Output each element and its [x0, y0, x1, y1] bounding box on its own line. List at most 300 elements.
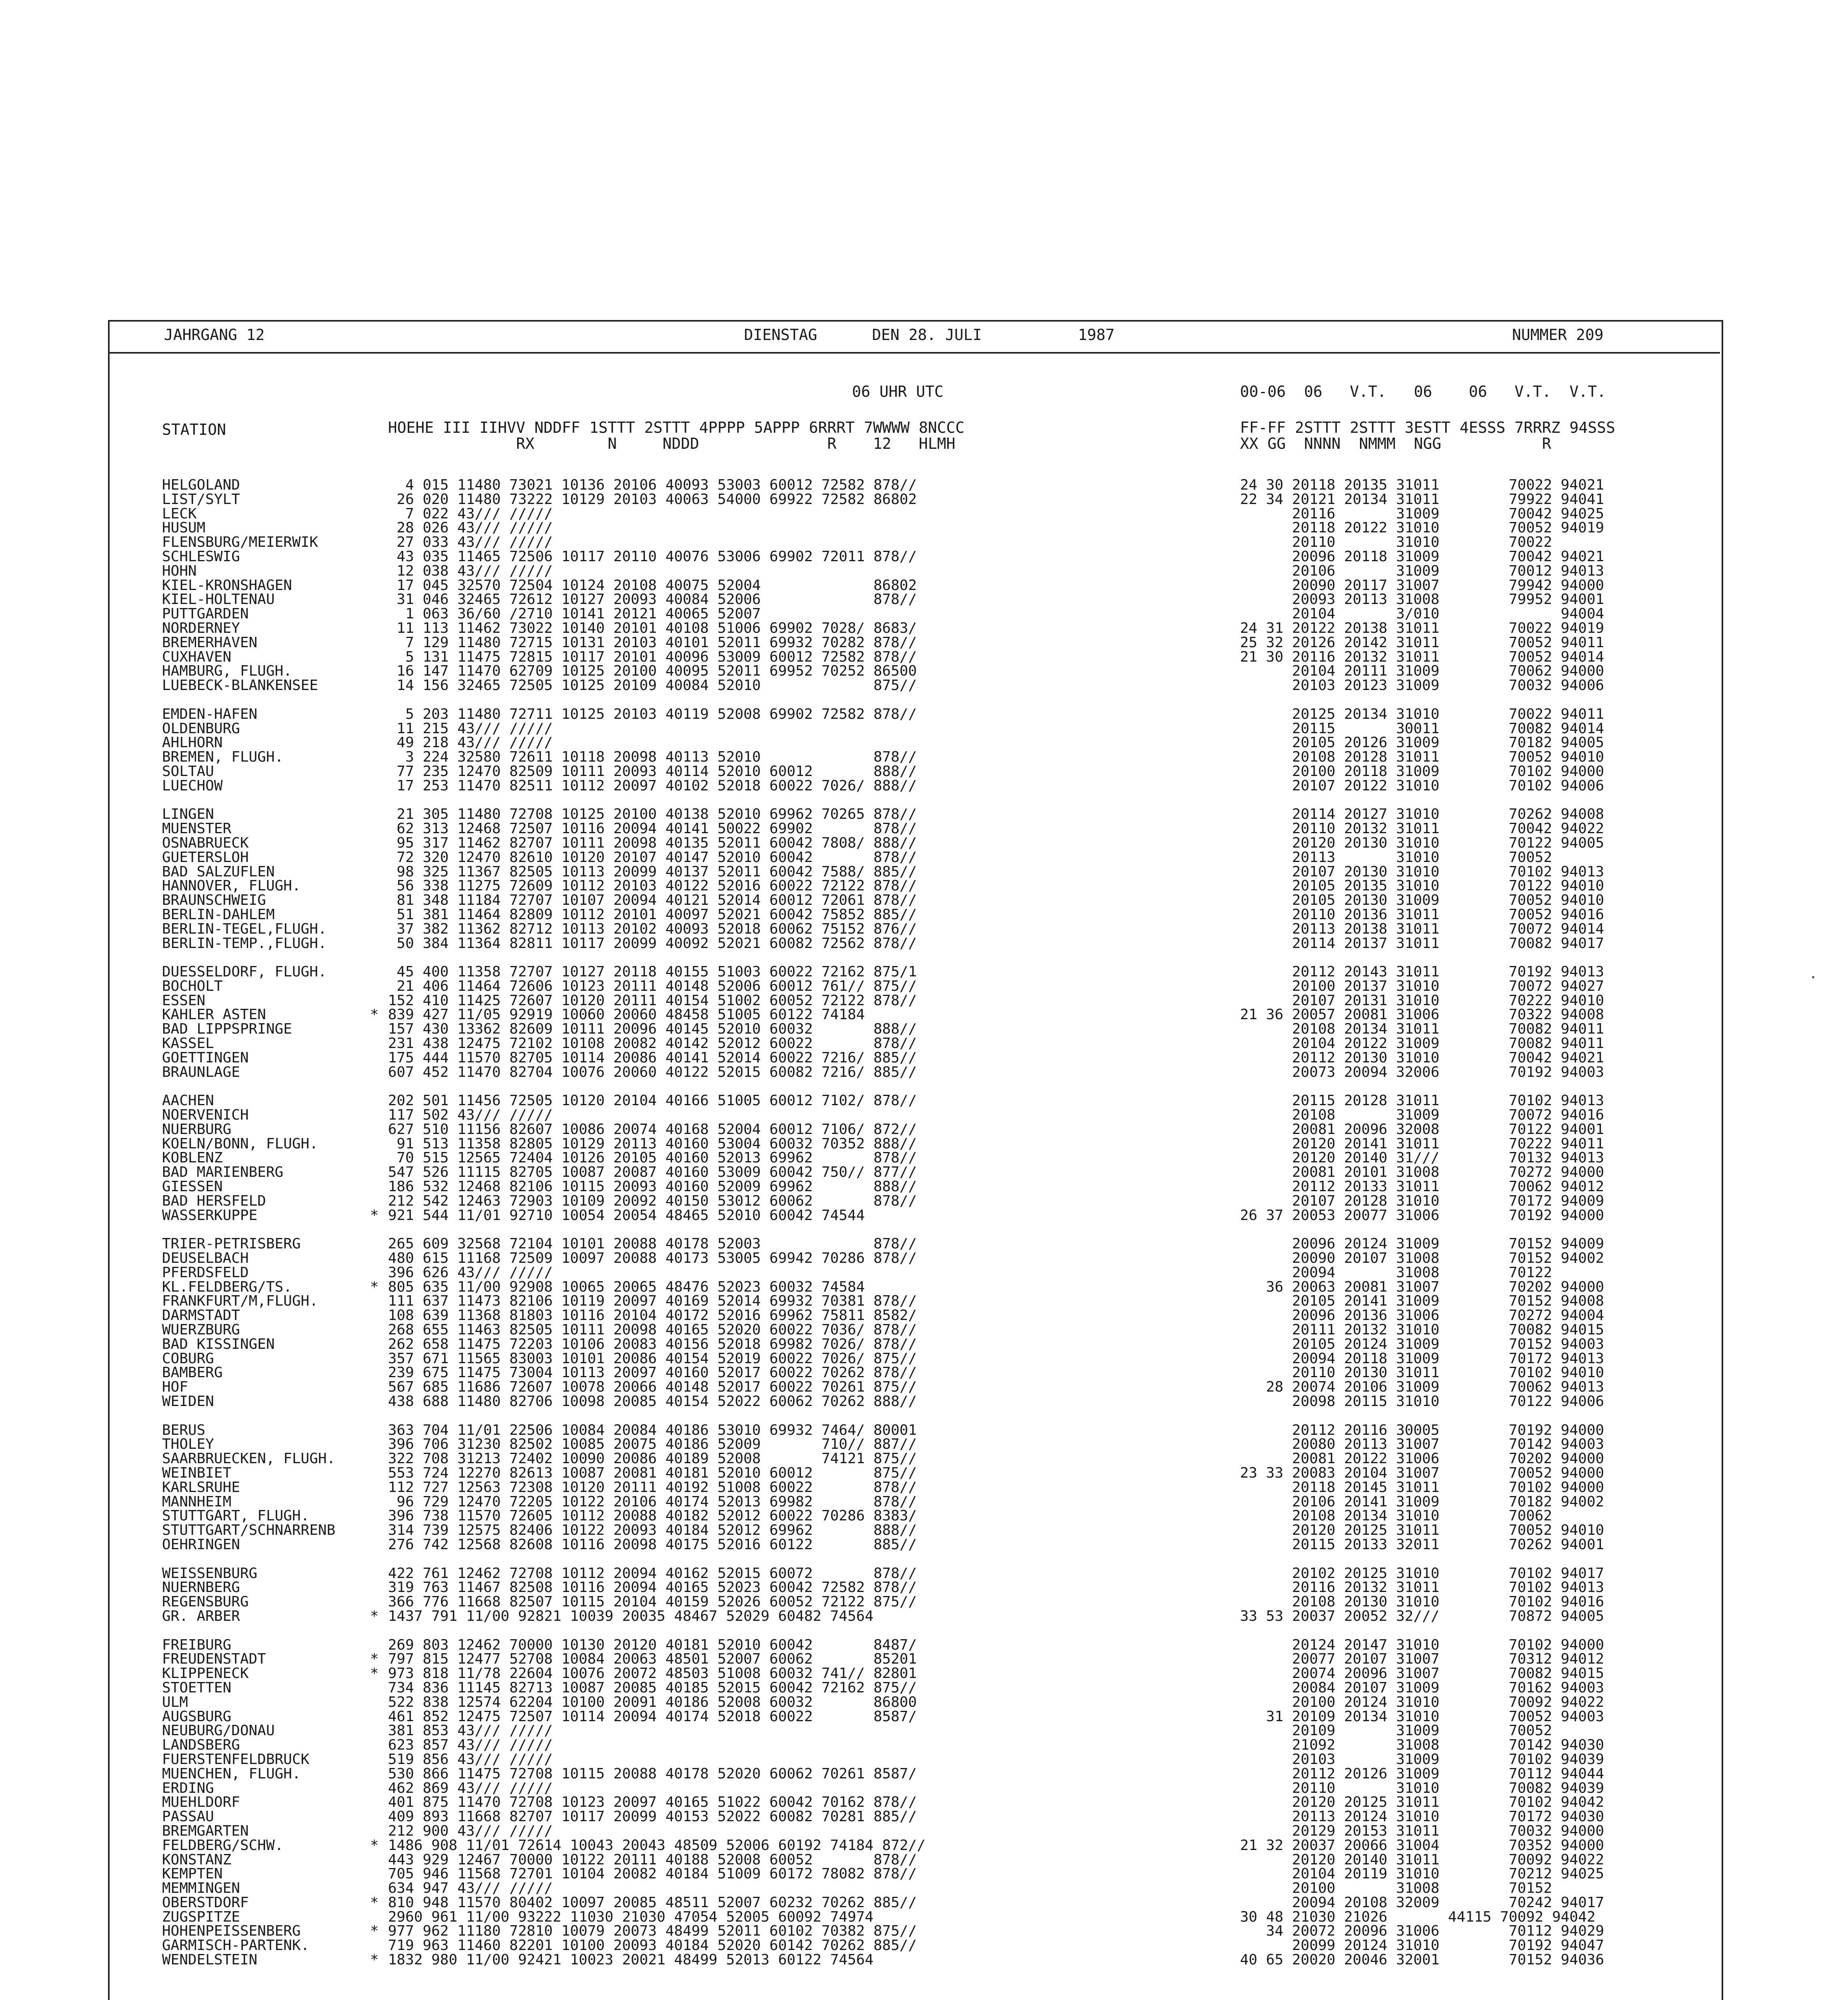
table-row-left: 81 348 11184 72707 10107 20094 40121 52014 60012 72061 878//: [388, 893, 917, 908]
station-name: HOHENPEISSENBERG *: [162, 1924, 379, 1939]
table-row-right: 20100 31008 70152: [1240, 1881, 1552, 1896]
table-row-left: 973 818 11/78 22604 10076 20072 48503 51008 60032 741// 82801: [388, 1666, 917, 1681]
station-name: AACHEN: [162, 1094, 214, 1108]
station-name: TRIER-PETRISBERG: [162, 1237, 301, 1252]
station-name: REGENSBURG: [162, 1595, 249, 1609]
table-row-right: 20104 20122 31009 70082 94011: [1240, 1036, 1604, 1051]
table-row-left: 366 776 11668 82507 10115 20104 40159 52026 60052 72122 875//: [388, 1595, 917, 1609]
station-name: NUERBURG: [162, 1122, 232, 1137]
table-row-left: 239 675 11475 73004 10113 20097 40160 52017 60022 70262 878//: [388, 1366, 917, 1380]
table-row-left: 530 866 11475 72708 10115 20088 40178 52020 60062 70261 8587/: [388, 1766, 917, 1781]
table-row-right: 20105 20126 31009 70182 94005: [1240, 736, 1604, 750]
mountain-station-marker: *: [370, 1652, 379, 1667]
table-row-left: 11 215 43/// /////: [388, 721, 553, 736]
table-row-right: 20109 31009 70052: [1240, 1724, 1552, 1738]
station-name: WEIDEN: [162, 1394, 214, 1409]
table-row-right: 24 30 20118 20135 31011 70022 94021: [1240, 478, 1604, 492]
table-row-right: 20081 20101 31008 70272 94000: [1240, 1165, 1604, 1180]
table-row-left: 16 147 11470 62709 10125 20100 40095 52011 69952 70252 86500: [388, 664, 917, 679]
table-row-left: 705 946 11568 72701 10104 20082 40184 51009 60172 78082 878//: [388, 1867, 917, 1882]
table-row-right: 20120 20130 31010 70122 94005: [1240, 836, 1604, 850]
table-row-right: 20120 20140 31/// 70132 94013: [1240, 1151, 1604, 1166]
table-row-right: 20102 20125 31010 70102 94017: [1240, 1566, 1604, 1581]
table-row-right: 20090 20117 31007 79942 94000: [1240, 578, 1604, 593]
station-name: CUXHAVEN: [162, 650, 232, 664]
table-row-left: 357 671 11565 83003 10101 20086 40154 52019 60022 7026/ 875//: [388, 1351, 917, 1366]
table-row-right: 20098 20115 31010 70122 94006: [1240, 1394, 1604, 1409]
table-row-left: 26 020 11480 73222 10129 20103 40063 54000 69922 72582 86802: [388, 492, 917, 507]
table-row-left: 4 015 11480 73021 10136 20106 40093 53003 60012 72582 878//: [388, 478, 917, 492]
table-row-right: 20103 20123 31009 70032 94006: [1240, 678, 1604, 693]
table-row-right: 20096 20136 31006 70272 94004: [1240, 1308, 1604, 1323]
table-row-right: 20116 20132 31011 70102 94013: [1240, 1580, 1604, 1595]
table-row-right: 20081 20096 32008 70122 94001: [1240, 1122, 1604, 1137]
table-row-left: 719 963 11460 82201 10100 20093 40184 52020 60142 70262 885//: [388, 1938, 917, 1953]
station-name: BRAUNLAGE: [162, 1065, 240, 1080]
station-name: PASSAU: [162, 1810, 214, 1824]
station-name: WASSERKUPPE *: [162, 1208, 379, 1223]
station-name: BAD HERSFELD: [162, 1194, 266, 1208]
table-row-right: 20096 20118 31009 70042 94021: [1240, 549, 1604, 564]
table-row-right: 20110 20130 31011 70102 94010: [1240, 1366, 1604, 1380]
table-row-right: 20090 20107 31008 70152 94002: [1240, 1251, 1604, 1266]
table-row-right: 20114 20137 31011 70082 94017: [1240, 936, 1604, 951]
station-name: MUEHLDORF: [162, 1795, 240, 1810]
table-row-right: 20080 20113 31007 70142 94003: [1240, 1437, 1604, 1452]
table-row-left: 27 033 43/// /////: [388, 535, 553, 550]
year-label: JAHRGANG 12: [164, 326, 265, 344]
table-row-left: 269 803 12462 70000 10130 20120 40181 52010 60042 8487/: [388, 1638, 917, 1652]
table-row-right: 20094 31008 70122: [1240, 1265, 1552, 1280]
station-name: NUERNBERG: [162, 1580, 240, 1595]
table-row-right: 20129 20153 31011 70032 94000: [1240, 1824, 1604, 1838]
station-name: ESSEN: [162, 993, 206, 1008]
table-row-left: 810 948 11570 80402 10097 20085 48511 52007 60232 70262 885//: [388, 1895, 917, 1910]
table-row-right: 20094 20108 32009 70242 94017: [1240, 1895, 1604, 1910]
station-name: PUTTGARDEN: [162, 607, 249, 621]
table-row-left: 268 655 11463 82505 10111 20098 40165 52020 60022 7036/ 878//: [388, 1323, 917, 1337]
table-row-right: 20106 31009 70012 94013: [1240, 564, 1604, 578]
station-name: HUSUM: [162, 521, 206, 536]
table-row-right: 20112 20126 31009 70112 94044: [1240, 1766, 1604, 1781]
table-row-right: 20114 20127 31010 70262 94008: [1240, 807, 1604, 822]
station-name: STUTTGART/SCHNARRENB: [162, 1523, 336, 1538]
table-row-right: 20100 20124 31010 70092 94022: [1240, 1695, 1604, 1710]
station-column-heading: STATION: [162, 421, 226, 438]
station-name: BERLIN-TEGEL,FLUGH.: [162, 922, 327, 936]
station-name: HAMBURG, FLUGH.: [162, 664, 292, 679]
table-row-right: 20115 30011 70082 94014: [1240, 721, 1604, 736]
table-row-right: 20115 20128 31011 70102 94013: [1240, 1094, 1604, 1108]
left-column-headings: HOEHE III IIHVV NDDFF 1STTT 2STTT 4PPPP 5APPP 6RRRT 7WWWW 8NCCC: [388, 419, 965, 436]
mountain-station-marker: *: [370, 1895, 379, 1910]
station-name: SOLTAU: [162, 764, 214, 779]
table-row-left: 314 739 12575 82406 10122 20093 40184 52012 69962 888//: [388, 1523, 917, 1538]
station-name: OLDENBURG: [162, 721, 240, 736]
table-row-left: 112 727 12563 72308 10120 20111 40192 51008 60022 878//: [388, 1480, 917, 1495]
table-row-left: 977 962 11180 72810 10079 20073 48499 52011 60102 70382 875//: [388, 1924, 917, 1939]
table-row-left: 1486 908 11/01 72614 10043 20043 48509 52006 60192 74184 872//: [388, 1838, 926, 1853]
table-row-left: 43 035 11465 72506 10117 20110 40076 53006 69902 72011 878//: [388, 549, 917, 564]
table-row-left: 553 724 12270 82613 10087 20081 40181 52010 60012 875//: [388, 1466, 917, 1480]
table-row-right: 21 36 20057 20081 31006 70322 94008: [1240, 1008, 1604, 1022]
table-row-left: 381 853 43/// /////: [388, 1724, 553, 1738]
table-row-left: 212 900 43/// /////: [388, 1824, 553, 1838]
table-row-right: 20113 20124 31010 70172 94030: [1240, 1810, 1604, 1824]
report-year: 1987: [1078, 326, 1115, 344]
station-name: FREUDENSTADT *: [162, 1652, 379, 1667]
table-row-left: 1832 980 11/00 92421 10023 20021 48499 52013 60122 74564: [388, 1953, 874, 1967]
station-name: STOETTEN: [162, 1680, 232, 1695]
table-row-right: 20113 20138 31011 70072 94014: [1240, 922, 1604, 936]
table-row-right: 20120 20125 31011 70052 94010: [1240, 1523, 1604, 1538]
station-name: FRANKFURT/M,FLUGH.: [162, 1294, 318, 1309]
table-row-right: 20104 20119 31010 70212 94025: [1240, 1867, 1604, 1882]
report-date: DEN 28. JULI: [872, 326, 982, 344]
table-row-right: 21092 31008 70142 94030: [1240, 1738, 1604, 1752]
station-name: BAD LIPPSPRINGE: [162, 1022, 292, 1037]
table-row-left: 50 384 11364 82811 10117 20099 40092 52021 60082 72562 878//: [388, 936, 917, 951]
table-row-left: 265 609 32568 72104 10101 20088 40178 52003 878//: [388, 1237, 917, 1252]
right-column-subheadings: FF-FF 2STTT 2STTT 3ESTT 4ESSS 7RRRZ 94SSS: [1240, 419, 1615, 436]
table-row-right: 20110 20136 31011 70052 94016: [1240, 907, 1604, 922]
station-name: BRAUNSCHWEIG: [162, 893, 266, 908]
table-row-left: 5 131 11475 72815 10117 20101 40096 53009 60012 72582 878//: [388, 650, 917, 664]
table-row-left: 45 400 11358 72707 10127 20118 40155 51003 60022 72162 875/1: [388, 965, 917, 979]
table-row-right: 20105 20124 31009 70152 94003: [1240, 1337, 1604, 1352]
table-row-left: 96 729 12470 72205 10122 20106 40174 52013 69982 878//: [388, 1494, 917, 1509]
table-row-left: 401 875 11470 72708 10123 20097 40165 51022 60042 70162 878//: [388, 1795, 917, 1810]
table-row-right: 20118 20122 31010 70052 94019: [1240, 521, 1604, 536]
issue-number: NUMMER 209: [1512, 326, 1604, 344]
table-row-left: 396 738 11570 72605 10112 20088 40182 52012 60022 70286 8383/: [388, 1509, 917, 1524]
table-row-left: 5 203 11480 72711 10125 20103 40119 52008 69902 72582 878//: [388, 707, 917, 722]
station-name: LANDSBERG: [162, 1738, 240, 1752]
table-row-left: 49 218 43/// /////: [388, 736, 553, 750]
table-row-left: 202 501 11456 72505 10120 20104 40166 51005 60012 7102/ 878//: [388, 1094, 917, 1108]
station-name: BAD KISSINGEN: [162, 1337, 275, 1352]
station-name: WUERZBURG: [162, 1323, 240, 1337]
table-row-right: 20106 20141 31009 70182 94002: [1240, 1494, 1604, 1509]
table-row-right: 30 48 21030 21026 44115 70092 94042: [1240, 1910, 1596, 1924]
mountain-station-marker: *: [370, 1280, 379, 1294]
station-name: HANNOVER, FLUGH.: [162, 879, 301, 894]
table-row-left: 519 856 43/// /////: [388, 1752, 553, 1767]
table-row-right: 20096 20124 31009 70152 94009: [1240, 1237, 1604, 1252]
station-name: SCHLESWIG: [162, 549, 240, 564]
station-name: NORDERNEY: [162, 621, 240, 636]
table-row-right: 20103 31009 70102 94039: [1240, 1752, 1604, 1767]
table-row-left: 28 026 43/// /////: [388, 521, 553, 536]
station-name: MEMMINGEN: [162, 1881, 240, 1896]
table-row-left: 51 381 11464 82809 10112 20101 40097 52021 60042 75852 885//: [388, 907, 917, 922]
table-row-left: 212 542 12463 72903 10109 20092 40150 53012 60062 878//: [388, 1194, 917, 1208]
weekday: DIENSTAG: [744, 326, 818, 344]
station-name: WEINBIET: [162, 1466, 232, 1480]
station-name: BERLIN-TEMP.,FLUGH.: [162, 936, 327, 951]
table-row-right: 36 20063 20081 31007 70202 94000: [1240, 1280, 1604, 1294]
station-name: GUETERSLOH: [162, 850, 249, 865]
table-row-right: 20107 20122 31010 70102 94006: [1240, 778, 1604, 793]
station-name: KEMPTEN: [162, 1867, 223, 1882]
table-row-left: 623 857 43/// /////: [388, 1738, 553, 1752]
station-name: WENDELSTEIN *: [162, 1953, 379, 1967]
table-row-left: 186 532 12468 82106 10115 20093 40160 52009 69962 888//: [388, 1180, 917, 1194]
mountain-station-marker: *: [370, 1666, 379, 1681]
header-divider: [110, 352, 1720, 354]
mountain-station-marker: *: [370, 1008, 379, 1022]
table-row-left: 70 515 12565 72404 10126 20105 40160 52013 69962 878//: [388, 1151, 917, 1166]
table-row-right: 24 31 20122 20138 31011 70022 94019: [1240, 621, 1604, 636]
table-row-right: 20108 20134 31011 70082 94011: [1240, 1022, 1604, 1037]
station-name: OSNABRUECK: [162, 836, 249, 850]
table-row-left: 634 947 43/// /////: [388, 1881, 553, 1896]
table-row-left: 1437 791 11/00 92821 10039 20035 48467 52029 60482 74564: [388, 1609, 874, 1624]
station-name: KIEL-HOLTENAU: [162, 592, 275, 607]
table-row-right: 20116 31009 70042 94025: [1240, 506, 1604, 521]
table-row-left: 322 708 31213 72402 10090 20086 40189 52008 74121 875//: [388, 1452, 917, 1466]
table-row-left: 276 742 12568 82608 10116 20098 40175 52016 60122 885//: [388, 1537, 917, 1552]
table-row-right: 21 30 20116 20132 31011 70052 94014: [1240, 650, 1604, 664]
table-row-right: 20115 20133 32011 70262 94001: [1240, 1537, 1604, 1552]
station-name: LIST/SYLT: [162, 492, 240, 507]
table-row-left: 607 452 11470 82704 10076 20060 40122 52015 60082 7216/ 885//: [388, 1065, 917, 1080]
table-row-left: 443 929 12467 70000 10122 20111 40188 52008 60052 878//: [388, 1852, 917, 1867]
station-name: FELDBERG/SCHW. *: [162, 1838, 379, 1853]
station-name: AUGSBURG: [162, 1709, 232, 1724]
scan-speck: [1812, 976, 1814, 978]
table-row-left: 17 253 11470 82511 10112 20097 40102 52018 60022 7026/ 888//: [388, 778, 917, 793]
station-name: LUEBECK-BLANKENSEE: [162, 678, 318, 693]
station-name: FLENSBURG/MEIERWIK: [162, 535, 318, 550]
table-row-left: 152 410 11425 72607 10120 20111 40154 51002 60052 72122 878//: [388, 993, 917, 1008]
table-row-left: 7 129 11480 72715 10131 20103 40101 52011 69932 70282 878//: [388, 635, 917, 650]
station-name: BAD SALZUFLEN: [162, 864, 275, 879]
station-name: KAHLER ASTEN *: [162, 1008, 379, 1022]
station-name: MUENCHEN, FLUGH.: [162, 1766, 301, 1781]
station-name: AHLHORN: [162, 736, 223, 750]
table-row-left: 262 658 11475 72203 10106 20083 40156 52018 69982 7026/ 878//: [388, 1337, 917, 1352]
table-row-left: 839 427 11/05 92919 10060 20060 48458 51005 60122 74184: [388, 1008, 865, 1022]
table-row-right: 20113 31010 70052: [1240, 850, 1552, 865]
table-row-left: 567 685 11686 72607 10078 20066 40148 52017 60022 70261 875//: [388, 1380, 917, 1394]
station-name: THOLEY: [162, 1437, 214, 1452]
table-row-right: 25 32 20126 20142 31011 70052 94011: [1240, 635, 1604, 650]
table-row-left: 734 836 11145 82713 10087 20085 40185 52015 60042 72162 875//: [388, 1680, 917, 1695]
table-row-right: 20104 20111 31009 70062 94000: [1240, 664, 1604, 679]
table-row-right: 23 33 20083 20104 31007 70052 94000: [1240, 1466, 1604, 1480]
table-row-left: 396 626 43/// /////: [388, 1265, 553, 1280]
table-row-right: 20120 20141 31011 70222 94011: [1240, 1136, 1604, 1151]
table-row-right: 20105 20130 31009 70052 94010: [1240, 893, 1604, 908]
table-row-left: 396 706 31230 82502 10085 20075 40186 52009 710// 887//: [388, 1437, 917, 1452]
table-row-right: 20112 20133 31011 70062 94012: [1240, 1180, 1604, 1194]
table-row-left: 31 046 32465 72612 10127 20093 40084 52006 878//: [388, 592, 917, 607]
station-name: LUECHOW: [162, 778, 223, 793]
table-row-left: 522 838 12574 62204 10100 20091 40186 52008 60032 86800: [388, 1695, 917, 1710]
mountain-station-marker: *: [370, 1953, 379, 1967]
table-row-left: 157 430 13362 82609 10111 20096 40145 52010 60032 888//: [388, 1022, 917, 1037]
table-row-left: 175 444 11570 82705 10114 20086 40141 52014 60022 7216/ 885//: [388, 1050, 917, 1065]
table-row-left: 95 317 11462 82707 10111 20098 40135 52011 60042 7808/ 888//: [388, 836, 917, 850]
station-name: KOELN/BONN, FLUGH.: [162, 1136, 318, 1151]
table-row-left: 21 406 11464 72606 10123 20111 40148 52006 60012 761// 875//: [388, 979, 917, 994]
station-name: BOCHOLT: [162, 979, 223, 994]
station-name: STUTTGART, FLUGH.: [162, 1509, 310, 1524]
table-row-left: 117 502 43/// /////: [388, 1108, 553, 1122]
station-name: DARMSTADT: [162, 1308, 240, 1323]
mountain-station-marker: *: [370, 1609, 379, 1624]
table-row-right: 20093 20113 31008 79952 94001: [1240, 592, 1604, 607]
table-row-left: 627 510 11156 82607 10086 20074 40168 52004 60012 7106/ 872//: [388, 1122, 917, 1137]
table-row-left: 805 635 11/00 92908 10065 20065 48476 52023 60032 74584: [388, 1280, 865, 1294]
station-name: BAD MARIENBERG: [162, 1165, 284, 1180]
table-row-left: 438 688 11480 82706 10098 20085 40154 52022 60062 70262 888//: [388, 1394, 917, 1409]
table-row-right: 20081 20122 31006 70202 94000: [1240, 1452, 1604, 1466]
table-row-left: 111 637 11473 82106 10119 20097 40169 52014 69932 70381 878//: [388, 1294, 917, 1309]
station-name: DEUSELBACH: [162, 1251, 249, 1266]
table-row-left: 7 022 43/// /////: [388, 506, 553, 521]
table-row-left: 14 156 32465 72505 10125 20109 40084 52010 875//: [388, 678, 917, 693]
table-row-right: 20110 20132 31011 70042 94022: [1240, 822, 1604, 836]
table-row-right: 40 65 20020 20046 32001 70152 94036: [1240, 1953, 1604, 1967]
table-row-right: 20108 20128 31011 70052 94010: [1240, 750, 1604, 764]
table-row-left: 56 338 11275 72609 10112 20103 40122 52016 60022 72122 878//: [388, 879, 917, 894]
table-row-left: 2960 961 11/00 93222 11030 21030 47054 52005 60092 74974: [388, 1910, 874, 1924]
table-row-right: 20110 31010 70022: [1240, 535, 1552, 550]
table-row-left: 72 320 12470 82610 10120 20107 40147 52010 60042 878//: [388, 850, 917, 865]
table-row-left: 422 761 12462 72708 10112 20094 40162 52015 60072 878//: [388, 1566, 917, 1581]
table-row-left: 3 224 32580 72611 10118 20098 40113 52010 878//: [388, 750, 917, 764]
station-name: KARLSRUHE: [162, 1480, 240, 1495]
table-row-left: 921 544 11/01 92710 10054 20054 48465 52010 60042 74544: [388, 1208, 865, 1223]
table-row-left: 231 438 12475 72102 10108 20082 40142 52012 60022 878//: [388, 1036, 917, 1051]
table-row-right: 34 20072 20096 31006 70112 94029: [1240, 1924, 1604, 1939]
synop-data-left: [388, 478, 1212, 1967]
table-row-left: 1 063 36/60 /2710 10141 20121 40065 52007: [388, 607, 761, 621]
table-row-left: 409 893 11668 82707 10117 20099 40153 52022 60082 70281 885//: [388, 1810, 917, 1824]
table-row-left: 797 815 12477 52708 10084 20063 48501 52007 60062 85201: [388, 1652, 917, 1667]
table-row-right: 20108 31009 70072 94016: [1240, 1108, 1604, 1122]
table-row-right: 20107 20128 31010 70172 94009: [1240, 1194, 1604, 1208]
station-name: GARMISCH-PARTENK.: [162, 1938, 310, 1953]
station-name: ULM: [162, 1695, 188, 1710]
table-row-right: 20112 20143 31011 70192 94013: [1240, 965, 1604, 979]
station-name: SAARBRUECKEN, FLUGH.: [162, 1452, 336, 1466]
table-row-left: 547 526 11115 82705 10087 20087 40160 53009 60042 750// 877//: [388, 1165, 917, 1180]
station-name: WEISSENBURG: [162, 1566, 258, 1581]
table-row-left: 37 382 11362 82712 10113 20102 40093 52018 60062 75152 876//: [388, 922, 917, 936]
station-name: GIESSEN: [162, 1180, 223, 1194]
table-row-right: 28 20074 20106 31009 70062 94013: [1240, 1380, 1604, 1394]
table-row-right: 20077 20107 31007 70312 94012: [1240, 1652, 1604, 1667]
table-row-right: 20074 20096 31007 70082 94015: [1240, 1666, 1604, 1681]
station-name: KASSEL: [162, 1036, 214, 1051]
table-row-right: 20073 20094 32006 70192 94003: [1240, 1065, 1604, 1080]
mountain-station-marker: *: [370, 1924, 379, 1939]
table-row-right: 31 20109 20134 31010 70052 94003: [1240, 1709, 1604, 1724]
station-name: GOETTINGEN: [162, 1050, 249, 1065]
station-name: BERLIN-DAHLEM: [162, 907, 275, 922]
right-column-headings: 00-06 06 V.T. 06 06 V.T. V.T.: [1240, 383, 1606, 400]
right-column-units: XX GG NNNN NMMM NGG R: [1240, 435, 1551, 452]
station-name: EMDEN-HAFEN: [162, 707, 258, 722]
mountain-station-marker: *: [370, 1838, 379, 1853]
table-row-right: 20111 20132 31010 70082 94015: [1240, 1323, 1604, 1337]
table-row-left: 11 113 11462 73022 10140 20101 40108 51006 69902 7028/ 8683/: [388, 621, 917, 636]
table-row-left: 461 852 12475 72507 10114 20094 40174 52018 60022 8587/: [388, 1709, 917, 1724]
table-row-left: 17 045 32570 72504 10124 20108 40075 52004 86802: [388, 578, 917, 593]
table-row-right: 20105 20135 31010 70122 94010: [1240, 879, 1604, 894]
station-name: LECK: [162, 506, 197, 521]
station-name: BREMEN, FLUGH.: [162, 750, 284, 764]
table-row-right: 33 53 20037 20052 32/// 70872 94005: [1240, 1609, 1604, 1624]
table-row-right: 20120 20125 31011 70102 94042: [1240, 1795, 1604, 1810]
station-name: COBURG: [162, 1351, 214, 1366]
table-row-right: 20112 20116 30005 70192 94000: [1240, 1423, 1604, 1438]
station-name: FUERSTENFELDBRUCK: [162, 1752, 310, 1767]
station-name: OBERSTDORF *: [162, 1895, 379, 1910]
table-row-right: 20099 20124 31010 70192 94047: [1240, 1938, 1604, 1953]
station-name: BAMBERG: [162, 1366, 223, 1380]
station-name: MUENSTER: [162, 822, 232, 836]
table-row-right: 20107 20130 31010 70102 94013: [1240, 864, 1604, 879]
table-row-left: 12 038 43/// /////: [388, 564, 553, 578]
station-name: HELGOLAND: [162, 478, 240, 492]
station-name: DUESSELDORF, FLUGH.: [162, 965, 327, 979]
table-row-right: 20107 20131 31010 70222 94010: [1240, 993, 1604, 1008]
table-row-left: 363 704 11/01 22506 10084 20084 40186 53010 69932 7464/ 80001: [388, 1423, 917, 1438]
synop-data-right: [1240, 478, 1712, 1967]
station-name: KONSTANZ: [162, 1852, 232, 1867]
station-name: NEUBURG/DONAU: [162, 1724, 275, 1738]
station-name: BREMGARTEN: [162, 1824, 249, 1838]
station-name: ERDING: [162, 1781, 214, 1796]
table-row-right: 20118 20145 31011 70102 94000: [1240, 1480, 1604, 1495]
table-row-right: 20110 31010 70082 94039: [1240, 1781, 1604, 1796]
obs-time-heading: 06 UHR UTC: [852, 383, 944, 400]
station-name: LINGEN: [162, 807, 214, 822]
left-column-subheadings: RX N NDDD R 12 HLMH: [388, 435, 956, 452]
station-name: KL.FELDBERG/TS. *: [162, 1280, 379, 1294]
station-name: FREIBURG: [162, 1638, 232, 1652]
table-row-left: 462 869 43/// /////: [388, 1781, 553, 1796]
table-row-left: 98 325 11367 82505 10113 20099 40137 52011 60042 7588/ 885//: [388, 864, 917, 879]
table-row-left: 319 763 11467 82508 10116 20094 40165 52023 60042 72582 878//: [388, 1580, 917, 1595]
station-name: HOHN: [162, 564, 197, 578]
station-name: MANNHEIM: [162, 1494, 232, 1509]
station-name: KLIPPENECK *: [162, 1666, 379, 1681]
table-row-left: 62 313 12468 72507 10116 20094 40141 50022 69902 878//: [388, 822, 917, 836]
table-row-right: 21 32 20037 20066 31004 70352 94000: [1240, 1838, 1604, 1853]
table-row-right: 20100 20137 31010 70072 94027: [1240, 979, 1604, 994]
table-row-left: 480 615 11168 72509 10097 20088 40173 53005 69942 70286 878//: [388, 1251, 917, 1266]
table-row-left: 108 639 11368 81803 10116 20104 40172 52016 69962 75811 8582/: [388, 1308, 917, 1323]
table-row-left: 21 305 11480 72708 10125 20100 40138 52010 69962 70265 878//: [388, 807, 917, 822]
table-row-right: 20112 20130 31010 70042 94021: [1240, 1050, 1604, 1065]
table-row-right: 20094 20118 31009 70172 94013: [1240, 1351, 1604, 1366]
table-row-right: 20084 20107 31009 70162 94003: [1240, 1680, 1604, 1695]
table-row-right: 20125 20134 31010 70022 94011: [1240, 707, 1604, 722]
table-row-right: 22 34 20121 20134 31011 79922 94041: [1240, 492, 1604, 507]
station-name: HOF: [162, 1380, 188, 1394]
station-name: BREMERHAVEN: [162, 635, 258, 650]
station-name: NOERVENICH: [162, 1108, 249, 1122]
station-name: PFERDSFELD: [162, 1265, 249, 1280]
station-name: BERUS: [162, 1423, 206, 1438]
table-row-left: 91 513 11358 82805 10129 20113 40160 53004 60032 70352 888//: [388, 1136, 917, 1151]
table-row-right: 20124 20147 31010 70102 94000: [1240, 1638, 1604, 1652]
